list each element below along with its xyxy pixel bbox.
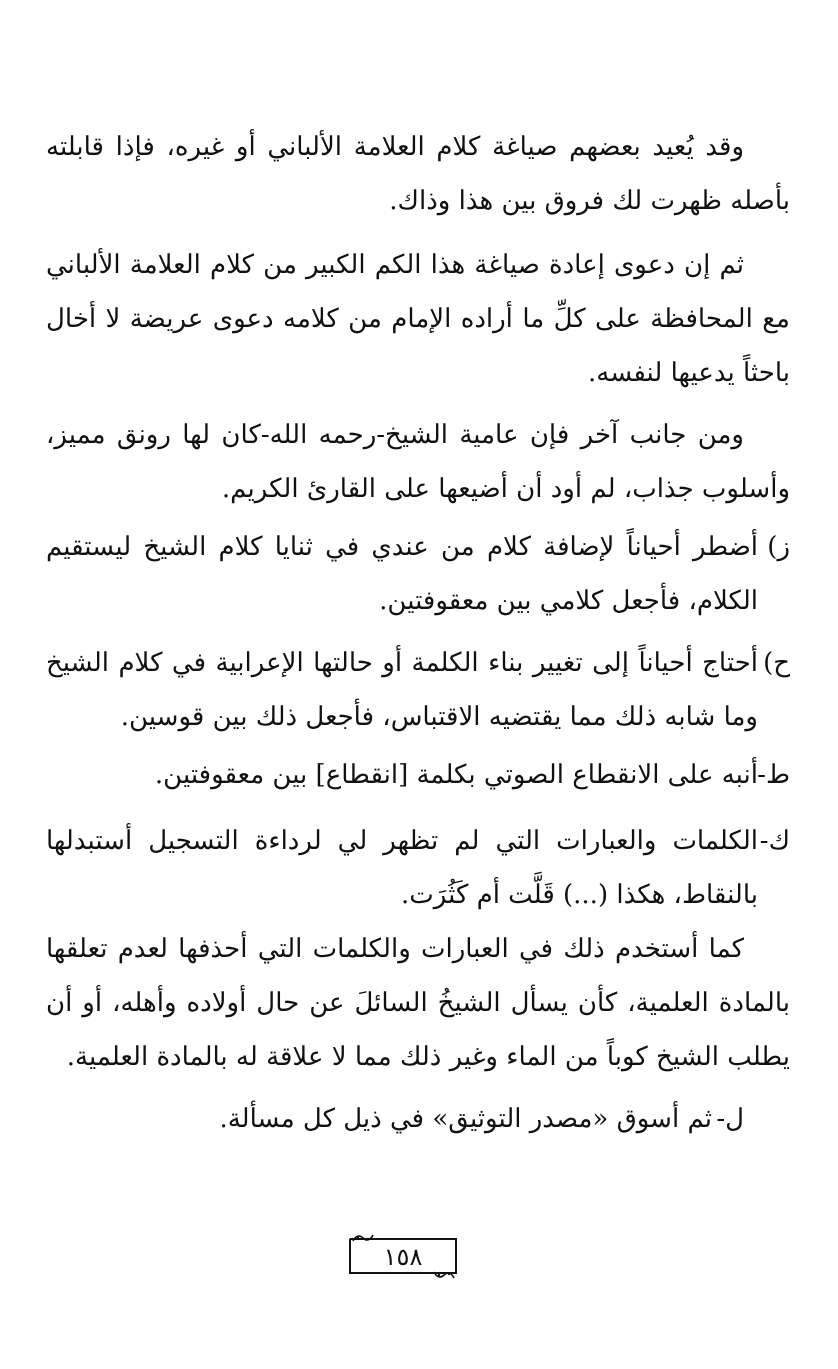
list-item-text: أضطر أحياناً لإضافة كلام من عندي في ثنايا كلام الشيخ ليستقيم الكلام، فأجعل كلامي بين معقوفتين.: [46, 532, 758, 616]
list-item-h: [46, 636, 790, 744]
list-item-text: الكلمات والعبارات التي لم تظهر لي لرداءة التسجيل أستبدلها بالنقاط، هكذا (...) قَلَّت أم كَثُرَت.: [46, 826, 758, 910]
list-item-text: أنبه على الانقطاع الصوتي بكلمة [انقطاع] بين معقوفتين.: [154, 760, 758, 790]
paragraph-3: ومن جانب آخر فإن عامية الشيخ-رحمه الله-كان لها رونق مميز، وأسلوب جذاب، لم أود أن أضيعها على القارئ الكريم.: [46, 420, 790, 504]
list-item-k: [46, 814, 790, 922]
list-item-text: ثم أسوق «مصدر التوثيق» في ذيل كل مسألة.: [219, 1104, 712, 1134]
ornament-top-left-icon: [352, 1233, 374, 1243]
list-item-t: [46, 748, 790, 802]
list-item-marker: ح): [763, 648, 790, 678]
page-number-frame: [349, 1238, 457, 1274]
closing-paragraph: كما أستخدم ذلك في العبارات والكلمات التي أحذفها لعدم تعلقها بالمادة العلمية، كأن يسأل الشيخُ السائلَ عن حال أولاده وأهله، أو أن يطلب الشيخ كوباً من الماء وغير ذلك مما لا علاقة له بالمادة العلمية.: [46, 934, 790, 1072]
list-item-marker: ز): [767, 532, 790, 562]
list-item-marker: ط-: [757, 760, 790, 790]
paragraph-1: وقد يُعيد بعضهم صياغة كلام العلامة الألباني أو غيره، فإذا قابلته بأصله ظهرت لك فروق بين هذا وذاك.: [46, 132, 790, 216]
list-item-l: [46, 1092, 790, 1146]
page-number: ١٥٨: [383, 1243, 423, 1271]
list-item-marker: ك-: [759, 826, 790, 856]
ornament-bottom-right-icon: [433, 1270, 455, 1280]
page-body: [46, 120, 790, 1160]
list-item-z: [46, 520, 790, 628]
list-item-text: أحتاج أحياناً إلى تغيير بناء الكلمة أو حالتها الإعرابية في كلام الشيخ وما شابه ذلك مما يقتضيه الاقتباس، فأجعل ذلك بين قوسين.: [46, 648, 758, 732]
list-item-marker: ل-: [716, 1104, 744, 1134]
paragraph-2: ثم إن دعوى إعادة صياغة هذا الكم الكبير من كلام العلامة الألباني مع المحافظة على كلِّ ما أراده الإمام من كلامه دعوى عريضة لا أخال باحثاً يدعيها لنفسه.: [46, 250, 790, 388]
